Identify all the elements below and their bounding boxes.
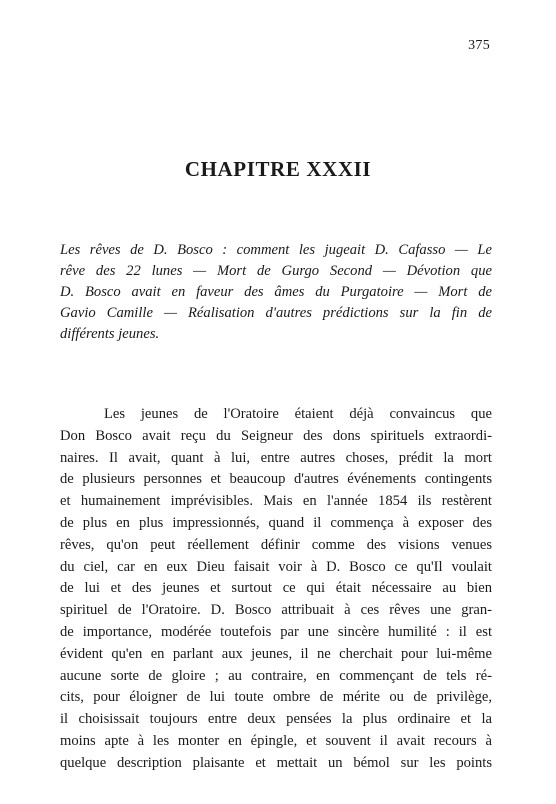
summary-line: Les rêves de D. Bosco : comment les jugeait D. Cafasso — Le (60, 242, 492, 258)
chapter-title: CHAPITRE XXXII (184, 157, 372, 181)
body-line: il choisissait toujours entre deux pensées la plus ordinaire et la (60, 711, 492, 728)
body-line: évident qu'en en parlant aux jeunes, il ne cherchait pour lui-même (60, 645, 492, 662)
body-line: cits, pour éloigner de lui toute ombre de mérite ou de privilège, (60, 689, 492, 706)
body-paragraph (60, 404, 492, 775)
body-line: de plus en plus impressionnés, quand il commença à exposer des (60, 514, 492, 531)
body-line: Les jeunes de l'Oratoire étaient déjà convaincus que (104, 406, 492, 422)
body-line: de importance, modérée toutefois par une sincère humilité : il est (60, 623, 492, 640)
body-line: quelque description plaisante et mettait un bémol sur les points (60, 754, 492, 771)
body-line: du ciel, car en eux Dieu faisait voir à D. Bosco ce qu'Il voulait (60, 558, 492, 575)
summary-line: Gavio Camille — Réalisation d'autres prédictions sur la fin de (60, 305, 492, 321)
summary-line: D. Bosco avait en faveur des âmes du Purgatoire — Mort de (60, 284, 492, 300)
body-line: spirituel de l'Oratoire. D. Bosco attribuait à ces rêves une gran- (60, 602, 492, 619)
chapter-summary (60, 240, 492, 345)
body-line: et humainement imprévisibles. Mais en l'année 1854 ils restèrent (60, 493, 492, 510)
body-line: de lui et des jeunes et surtout ce qui était nécessaire au bien (60, 580, 492, 597)
body-line: naires. Il avait, quant à lui, entre autres choses, prédit la mort (60, 449, 492, 466)
summary-line: différents jeunes. (60, 326, 160, 342)
summary-line: rêve des 22 lunes — Mort de Gurgo Second — Dévotion que (60, 263, 492, 279)
body-line: de plusieurs personnes et beaucoup d'autres événements contingents (60, 471, 492, 488)
body-line: rêves, qu'on peut réellement définir comme des visions venues (60, 536, 492, 553)
body-line: Don Bosco avait reçu du Seigneur des dons spirituels extraordi- (60, 427, 492, 444)
page-number: 375 (468, 38, 490, 53)
body-line: moins apte à les monter en épingle, et souvent il avait recours à (60, 732, 492, 749)
body-line: aucune sorte de gloire ; au contraire, en commençant de tels ré- (60, 667, 492, 684)
